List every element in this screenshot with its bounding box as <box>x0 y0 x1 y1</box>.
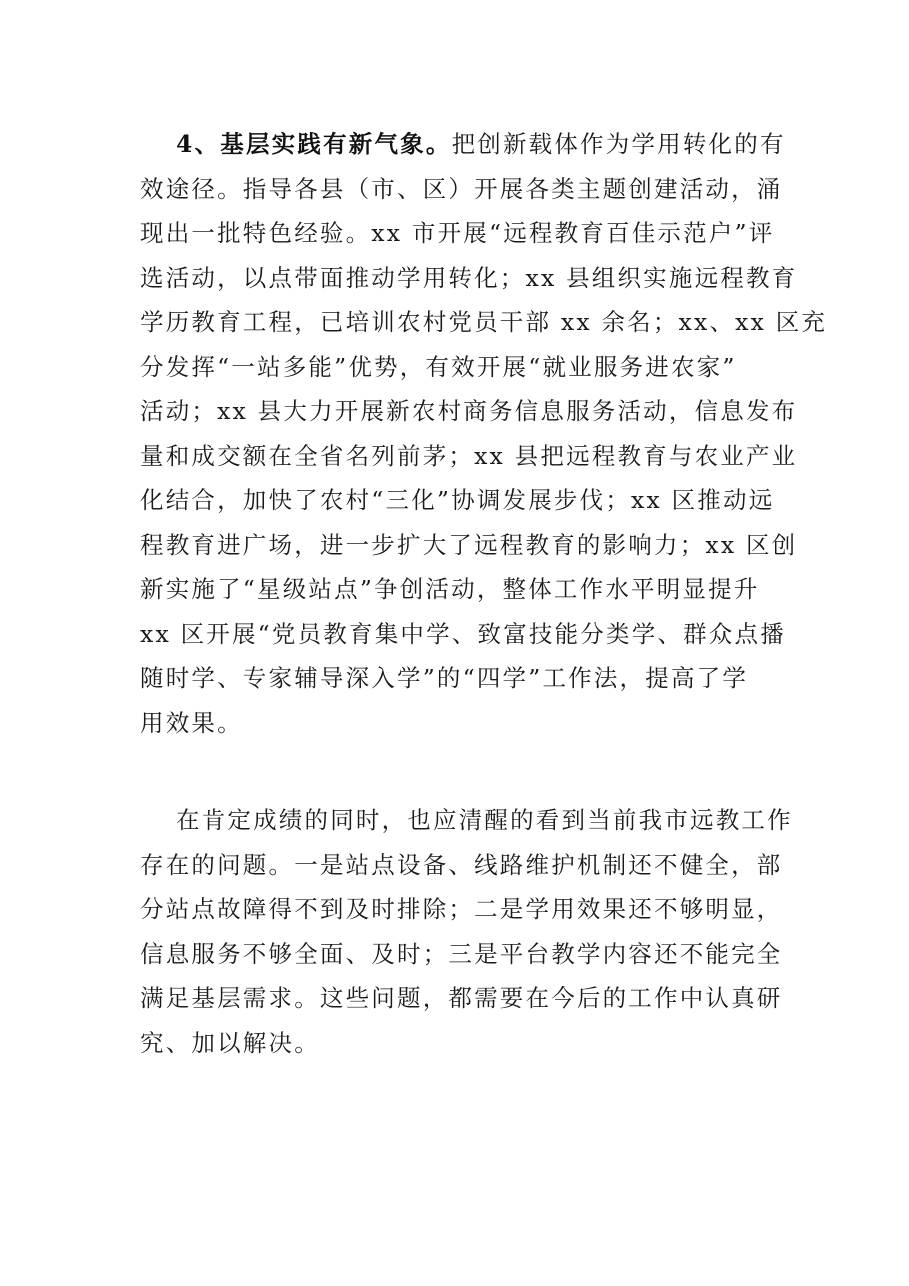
paragraph-first-line <box>140 122 786 167</box>
paragraph-text-line: 把创新载体作为学用转化的有 <box>451 130 786 158</box>
paragraph-text-line: 在肯定成绩的同时，也应清醒的看到当前我市远教工作 <box>176 806 793 834</box>
paragraph-text-line: 分发挥“一站多能”优势，有效开展“就业服务进农家” <box>140 352 737 381</box>
paragraph-text-line: 程教育进广场，进一步扩大了远程教育的影响力；xx 区创 <box>140 530 798 559</box>
section-heading: 4、基层实践有新气象。 <box>176 130 452 158</box>
paragraph-text-line: xx 区开展“党员教育集中学、致富技能分类学、群众点播 <box>140 619 786 648</box>
paragraph-text-line: 化结合，加快了农村“三化”协调发展步伐；xx 区推动远 <box>140 486 775 514</box>
paragraph-text-line: 究、加以解决。 <box>140 1028 320 1057</box>
paragraph-text-line: 量和成交额在全省名列前茅；xx 县把远程教育与农业产业 <box>140 441 798 470</box>
paragraph-text-line: 用效果。 <box>140 708 243 737</box>
paragraph-text-line: 效途径。指导各县（市、区）开展各类主题创建活动，涌 <box>140 174 783 203</box>
paragraph-text-line: 学历教育工程，已培训农村党员干部 xx 余名；xx、xx 区充 <box>140 308 828 336</box>
paragraph-text-line: 存在的问题。一是站点设备、线路维护机制还不健全，部 <box>140 850 783 879</box>
paragraph-text-line: 新实施了“星级站点”争创活动，整体工作水平明显提升 <box>140 575 760 603</box>
paragraph-problems <box>140 798 793 1065</box>
paragraph-text-line: 活动；xx 县大力开展新农村商务信息服务活动，信息发布 <box>140 397 798 425</box>
paragraph-text-line: 满足基层需求。这些问题，都需要在今后的工作中认真研 <box>140 984 783 1012</box>
paragraph-text-line: 现出一批特色经验。xx 市开展“远程教育百佳示范户”评 <box>140 219 775 247</box>
paragraph-text-line: 随时学、专家辅导深入学”的“四学”工作法，提高了学 <box>140 664 749 692</box>
paragraph-text-line: 分站点故障得不到及时排除；二是学用效果还不够明显， <box>140 895 783 923</box>
paragraph-text-line: 选活动，以点带面推动学用转化；xx 县组织实施远程教育 <box>140 263 798 292</box>
paragraph-achievements <box>140 122 828 745</box>
paragraph-text-line: 信息服务不够全面、及时；三是平台教学内容还不能完全 <box>140 939 783 968</box>
